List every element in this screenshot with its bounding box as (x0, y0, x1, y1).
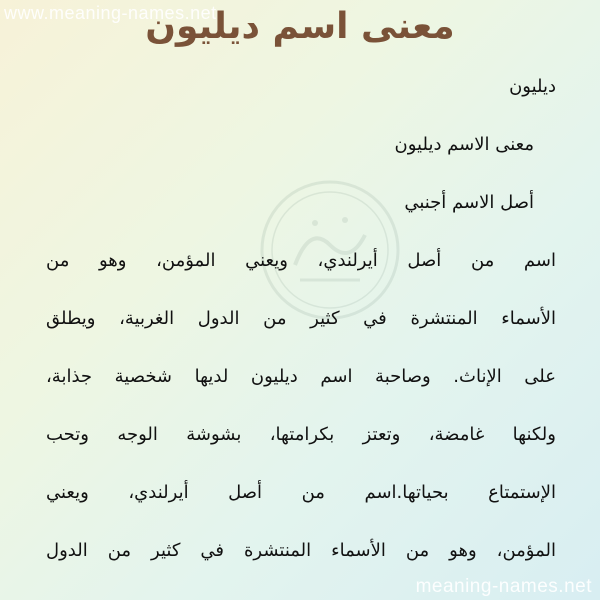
origin-line: أصل الاسم أجنبي (404, 192, 534, 213)
body-line: اسم من أصل أيرلندي، ويعني المؤمن، وهو من (46, 250, 556, 271)
meaning-line: معنى الاسم ديليون (394, 134, 534, 155)
page-title: معنى اسم ديليون (145, 6, 455, 47)
body-line: الأسماء المنتشرة في كثير من الدول الغربية، ويطلق (46, 308, 556, 329)
site-watermark-bottom: meaning-names.net (415, 576, 592, 597)
body-line: الإستمتاع بحياتها.اسم من أصل أيرلندي، ويعني (46, 482, 556, 503)
body-line: ولكنها غامضة، وتعتز بكرامتها، بشوشة الوجه وتحب (46, 424, 556, 445)
name-heading: ديليون (509, 76, 556, 97)
site-watermark-top: www.meaning-names.net (4, 3, 217, 23)
body-line: المؤمن، وهو من الأسماء المنتشرة في كثير من الدول (46, 540, 556, 561)
article-content (46, 58, 556, 580)
body-line: على الإناث. وصاحبة اسم ديليون لديها شخصية جذابة، (46, 366, 556, 387)
